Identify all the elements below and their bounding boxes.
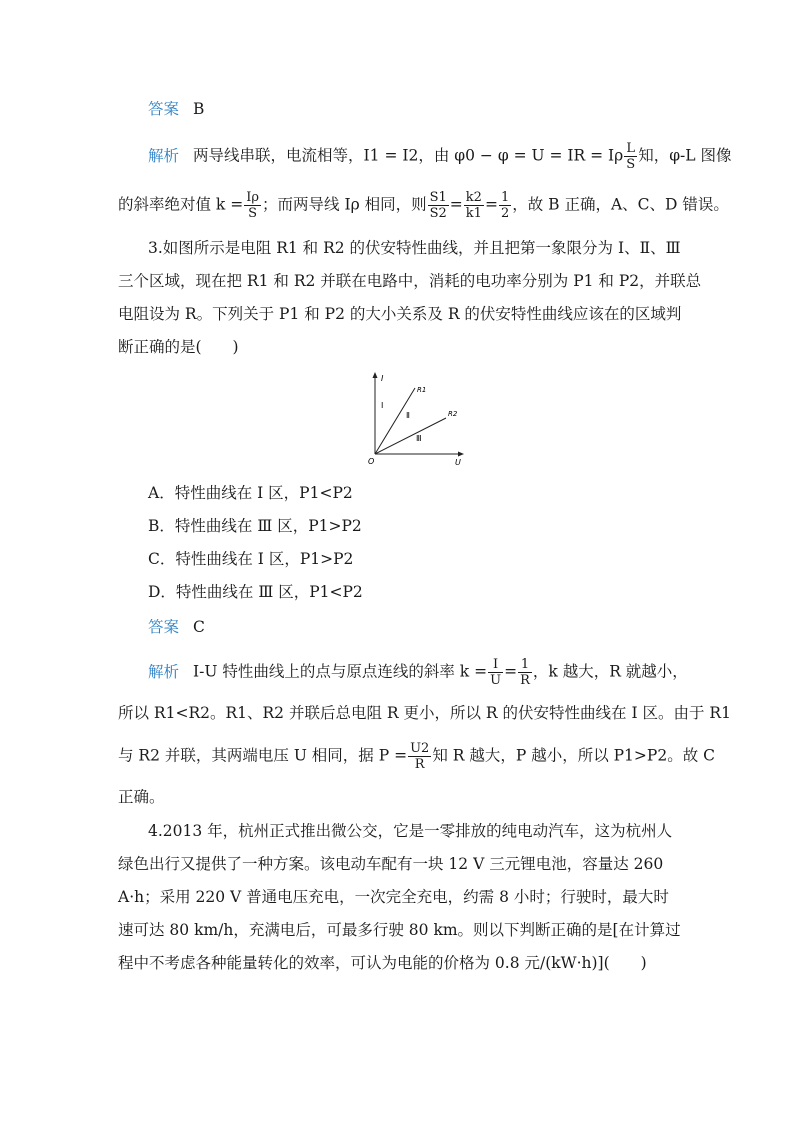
- fraction: $\frac{k2}{k1}$: [465, 190, 482, 221]
- q3-analysis-line1: 解析 I-U 特性曲线上的点与原点连线的斜率 k = $\frac{I}{U}$ = $\frac{1}{R}$ ，k 越大，R 就越小，: [148, 657, 688, 688]
- fraction: $\frac{I\rho}{S}$: [246, 190, 260, 221]
- option-d: D．特性曲线在 Ⅲ 区，P1<P2: [148, 583, 363, 601]
- answer-value: B: [193, 100, 205, 118]
- origin-label: O: [368, 457, 375, 466]
- q4-line2: 绿色出行又提供了一种方案。该电动车配有一块 12 V 三元锂电池，容量达 260: [118, 855, 664, 873]
- answer-label: 答案: [148, 100, 180, 118]
- q4-line5: 程中不考虑各种能量转化的效率，可认为电能的价格为 0.8 元/(kW·h)]( ): [118, 954, 647, 972]
- q3-stem-line2: 三个区域，现在把 R1 和 R2 并联在电路中，消耗的电功率分别为 P1 和 P2，并联总: [118, 272, 702, 290]
- q3-stem-line4: 断正确的是( ): [118, 338, 239, 356]
- q4-line1: 4.2013 年，杭州正式推出微公交，它是一零排放的纯电动汽车，这为杭州人: [148, 822, 673, 840]
- r1-label: R1: [417, 386, 427, 394]
- analysis-label: 解析: [148, 662, 180, 681]
- answer-value: C: [193, 618, 205, 636]
- y-axis-arrow: [373, 372, 378, 378]
- q4-line3: A·h；采用 220 V 普通电压充电，一次完全充电，约需 8 小时；行驶时，最大时: [118, 888, 669, 906]
- fraction: $\frac{L}{S}$: [626, 141, 636, 172]
- fraction: $\frac{I}{U}$: [490, 657, 502, 688]
- q3-analysis-line4: 正确。: [118, 788, 165, 806]
- option-c: C．特性曲线在 Ⅰ 区，P1>P2: [148, 550, 354, 568]
- answer-label: 答案: [148, 618, 180, 636]
- region-1: Ⅰ: [381, 401, 384, 410]
- q3-stem-line3: 电阻设为 R。下列关于 P1 和 P2 的大小关系及 R 的伏安特性曲线应该在的区域判: [118, 305, 682, 323]
- analysis-label: 解析: [148, 146, 180, 165]
- region-3: Ⅲ: [416, 434, 422, 443]
- q3-analysis-line2: 所以 R1<R2。R1、R2 并联后总电阻 R 更小，所以 R 的伏安特性曲线在 Ⅰ 区。由于 R1: [118, 704, 731, 722]
- option-a: A．特性曲线在 Ⅰ 区，P1<P2: [148, 484, 353, 502]
- r2-label: R2: [448, 410, 458, 418]
- q4-line4: 速可达 80 km/h，充满电后，可最多行驶 80 km。则以下判断正确的是[在计算过: [118, 921, 681, 939]
- fraction: $\frac{S1}{S2}$: [429, 190, 447, 221]
- q2-analysis-line1: 解析 两导线串联，电流相等，I1 = I2，由 φ0 − φ = U = IR = Iρ $\frac{L}{S}$ 知，φ-L 图像: [148, 141, 732, 172]
- fraction: $\frac{U2}{R}$: [410, 741, 430, 772]
- option-b: B．特性曲线在 Ⅲ 区，P1>P2: [148, 517, 362, 535]
- axis-label-i: I: [381, 374, 384, 383]
- q2-answer: [148, 98, 708, 120]
- axis-label-u: U: [455, 458, 461, 467]
- fraction: $\frac{1}{R}$: [520, 657, 530, 688]
- fraction: $\frac{1}{2}$: [500, 190, 510, 221]
- q3-answer: [148, 616, 708, 638]
- region-2: Ⅱ: [406, 411, 410, 420]
- iu-graph: [360, 368, 472, 468]
- q3-stem-line1: 3.如图所示是电阻 R1 和 R2 的伏安特性曲线，并且把第一象限分为 Ⅰ、Ⅱ、Ⅲ: [148, 239, 681, 257]
- x-axis-arrow: [458, 452, 464, 457]
- q3-analysis-line3: 与 R2 并联，其两端电压 U 相同，据 P = $\frac{U2}{R}$ 知 R 越大，P 越小，所以 P1>P2。故 C: [118, 741, 715, 772]
- q2-analysis-line2: 的斜率绝对值 k = $\frac{I\rho}{S}$ ；而两导线 Iρ 相同，则 $\frac{S1}{S2}$ = $\frac{k2}{k1}$ = $\frac{1}{2}$ ，故 B 正确，A、C、D 错误。: [118, 190, 729, 221]
